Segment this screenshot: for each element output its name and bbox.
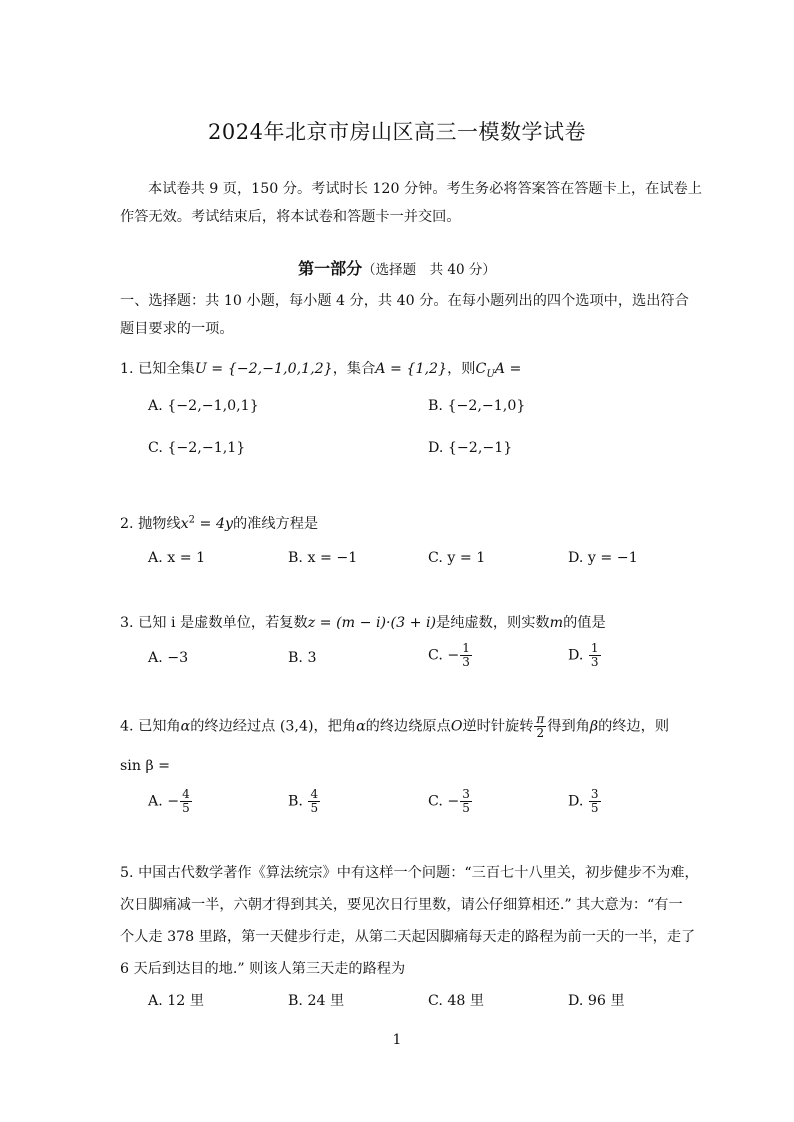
stem-text: 是纯虚数，则实数 — [436, 615, 550, 631]
question-3-option-c[interactable] — [428, 642, 473, 669]
instructions-line-2: 题目要求的一项。 — [120, 321, 234, 337]
option-label: A. − — [148, 793, 180, 810]
stem-text: 逆时针旋转 — [462, 718, 534, 735]
question-4-stem — [120, 713, 669, 740]
stem-math: = 4y — [195, 516, 233, 532]
question-2-option-c[interactable]: C. y = 1 — [428, 550, 486, 566]
question-1-stem — [120, 358, 521, 380]
fraction-denominator: 2 — [536, 726, 545, 740]
stem-text: 的值是 — [563, 615, 606, 631]
question-3-option-d[interactable] — [568, 642, 602, 669]
stem-math: α — [180, 718, 191, 735]
question-2-option-b[interactable]: B. x = −1 — [288, 550, 358, 566]
option-fraction — [460, 788, 472, 815]
question-5-option-c[interactable]: C. 48 里 — [428, 993, 485, 1009]
stem-text: 的准线方程是 — [232, 516, 319, 532]
stem-math: A = — [494, 361, 522, 377]
intro-line-2: 作答无效。考试结束后，将本试卷和答题卡一并交回。 — [120, 209, 461, 225]
question-number: 4. — [120, 718, 134, 735]
fraction-denominator: 5 — [462, 801, 470, 815]
option-fraction — [180, 788, 192, 815]
section-note: （选择题 共 40 分） — [362, 262, 496, 278]
option-label: C. − — [428, 647, 460, 664]
fraction-numerator: 1 — [590, 641, 599, 655]
stem-text: 得到角 — [547, 718, 590, 735]
question-5-option-a[interactable]: A. 12 里 — [148, 993, 205, 1009]
question-number: 2. — [120, 516, 134, 532]
stem-subscript: U — [486, 368, 495, 380]
fraction-denominator: 5 — [310, 801, 319, 815]
question-4-option-a[interactable] — [148, 788, 193, 815]
fraction-denominator: 5 — [590, 801, 599, 815]
stem-text: 的终边，则 — [598, 718, 670, 735]
fraction-denominator: 3 — [462, 655, 470, 669]
stem-text: 抛物线 — [138, 516, 181, 532]
page-number: 1 — [392, 1032, 402, 1048]
question-number: 3. — [120, 615, 134, 631]
question-2-stem — [120, 513, 318, 533]
stem-math: m — [549, 615, 564, 631]
option-label: C. − — [428, 793, 460, 810]
option-fraction — [460, 642, 472, 669]
question-5-stem-line-2: 次日脚痛减一半，六朝才得到其关，要见次日行里数，请公仔细算相还.” 其大意为：“有一 — [120, 897, 683, 913]
question-3-stem — [120, 612, 606, 632]
stem-math: x — [180, 516, 189, 532]
stem-text: ，集合 — [332, 361, 376, 377]
question-3-option-b[interactable]: B. 3 — [288, 650, 317, 666]
section-heading — [0, 256, 794, 279]
option-label: D. — [568, 647, 588, 664]
question-4-stem-line-2: sin β = — [120, 758, 171, 774]
stem-math: α — [356, 718, 366, 735]
question-1-option-d[interactable]: D. {−2,−1} — [428, 440, 513, 456]
stem-text: ，则 — [447, 361, 476, 377]
stem-math: A = {1,2} — [375, 361, 448, 377]
stem-text: 中国古代数学著作《算法统宗》中有这样一个问题：“三百七十八里关，初步健步不为难， — [138, 865, 699, 881]
question-number: 5. — [120, 865, 134, 881]
fraction-numerator: π — [536, 712, 545, 726]
question-5-option-d[interactable]: D. 96 里 — [568, 993, 625, 1009]
question-1-option-b[interactable]: B. {−2,−1,0} — [428, 398, 526, 414]
question-5-stem-line-4: 6 天后到达目的地.” 则该人第三天走的路程为 — [120, 961, 406, 977]
fraction-denominator: 3 — [590, 655, 599, 669]
question-5-option-b[interactable]: B. 24 里 — [288, 993, 345, 1009]
question-4-option-c[interactable] — [428, 788, 473, 815]
question-4-option-d[interactable] — [568, 788, 602, 815]
fraction-numerator: 3 — [462, 787, 470, 801]
fraction-numerator: 4 — [310, 787, 319, 801]
stem-text: 的终边绕原点 — [365, 718, 451, 735]
stem-math: C — [475, 361, 487, 377]
question-4-option-b[interactable] — [288, 788, 321, 815]
option-label: B. — [288, 793, 308, 810]
option-fraction — [589, 642, 601, 669]
question-5-stem-line-3: 个人走 378 里路，第一天健步行走，从第二天起因脚痛每天走的路程为前一天的一半，走了 — [120, 929, 696, 945]
stem-text: 已知 i 是虚数单位，若复数 — [138, 615, 308, 631]
question-2-option-a[interactable]: A. x = 1 — [148, 550, 206, 566]
intro-line-1: 本试卷共 9 页，150 分。考试时长 120 分钟。考生务必将答案答在答题卡上，在试卷上 — [148, 181, 702, 197]
question-1-option-c[interactable]: C. {−2,−1,1} — [148, 440, 246, 456]
option-fraction — [308, 788, 320, 815]
question-5-stem — [120, 862, 699, 882]
stem-superscript: 2 — [188, 514, 196, 526]
page-title: 2024年北京市房山区高三一模数学试卷 — [208, 120, 586, 144]
section-title: 第一部分 — [298, 259, 363, 278]
fraction-denominator: 5 — [182, 801, 190, 815]
fraction-numerator: 4 — [182, 787, 190, 801]
question-2-option-d[interactable]: D. y = −1 — [568, 550, 638, 566]
question-1-option-a[interactable]: A. {−2,−1,0,1} — [148, 398, 259, 414]
stem-math: z = (m − i)·(3 + i) — [307, 615, 437, 631]
stem-math: O — [450, 718, 463, 735]
option-label: D. — [568, 793, 588, 810]
stem-fraction — [534, 713, 546, 740]
stem-text: 的终边经过点 (3,4)，把角 — [190, 718, 357, 735]
stem-text: 已知全集 — [138, 361, 195, 377]
option-fraction — [589, 788, 601, 815]
instructions-line-1: 一、选择题：共 10 小题，每小题 4 分，共 40 分。在每小题列出的四个选项中，选出符合 — [120, 293, 689, 309]
question-3-option-a[interactable]: A. −3 — [148, 650, 189, 666]
stem-math: β — [589, 718, 599, 735]
fraction-numerator: 1 — [462, 641, 470, 655]
question-number: 1. — [120, 361, 134, 377]
stem-text: 已知角 — [138, 718, 181, 735]
fraction-numerator: 3 — [590, 787, 599, 801]
stem-math: U = {−2,−1,0,1,2} — [194, 361, 333, 377]
